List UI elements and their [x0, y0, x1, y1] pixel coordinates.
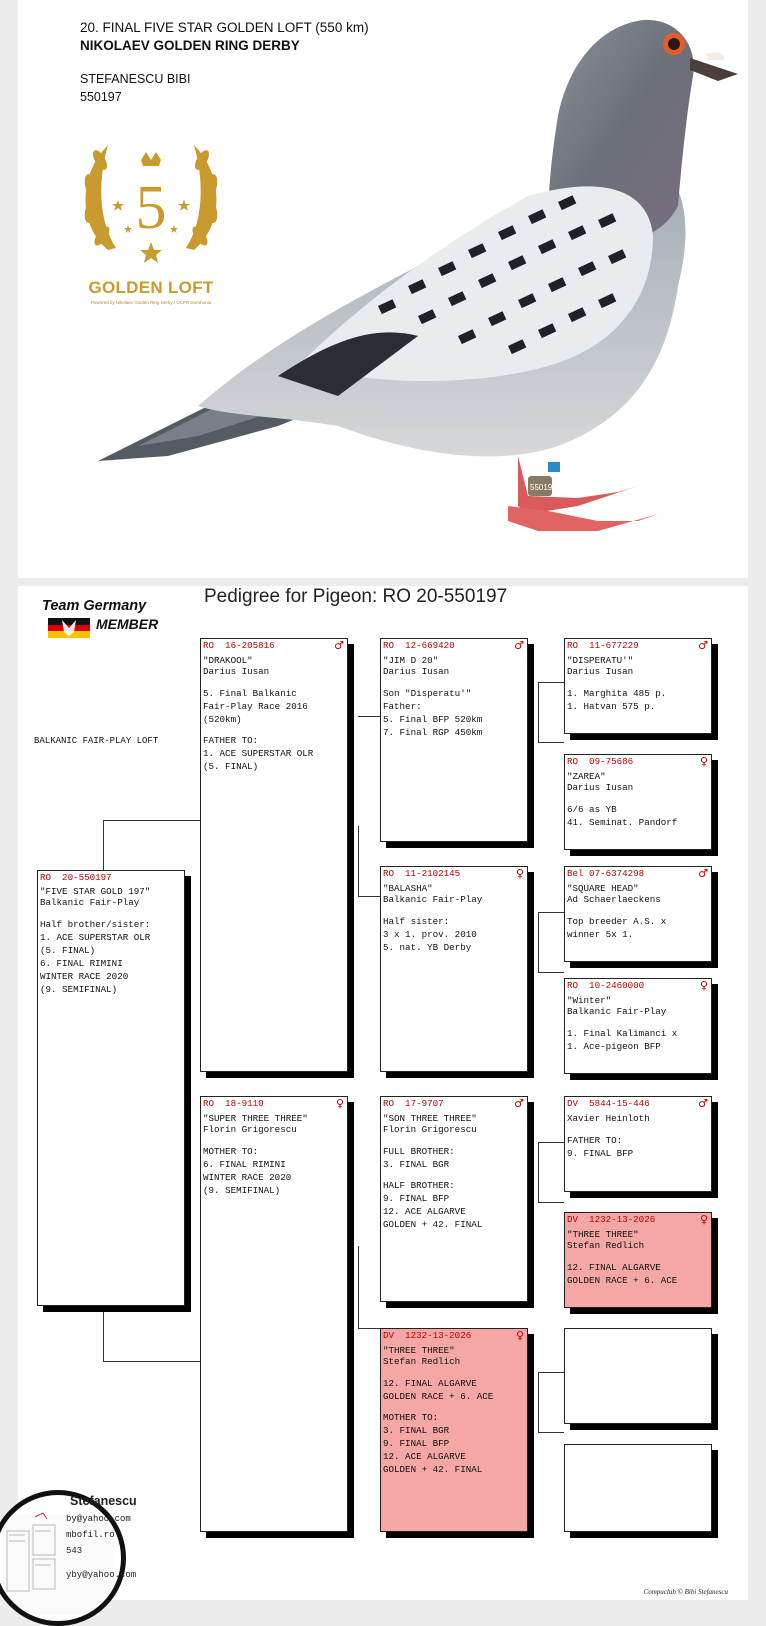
owner-name: Balkanic Fair-Play [567, 1006, 667, 1017]
pigeon-info: Top breeder A.S. x winner 5x 1. [567, 916, 667, 941]
ring-number: DV 1232-13-2026 [383, 1330, 472, 1341]
pigeon-info-2: FATHER TO: 1. ACE SUPERSTAR OLR (5. FINAL) [203, 735, 314, 773]
dam-sire-dam-box[interactable] [564, 1212, 712, 1308]
dam-dam-sire-box[interactable] [564, 1328, 712, 1424]
owner-name: Darius Iusan [567, 666, 634, 677]
logo-number: 5 [135, 174, 167, 242]
connector-line [538, 912, 564, 913]
pigeon-name: Xavier Heinloth [567, 1113, 650, 1124]
connector-line [538, 682, 539, 742]
member-label: MEMBER [96, 616, 159, 632]
male-icon: ♂ [334, 639, 344, 652]
owner-name: Darius Iusan [203, 666, 270, 677]
ring-number: RO 18-9110 [203, 1098, 264, 1109]
pigeon-info: Half brother/sister: 1. ACE SUPERSTAR OLR (5. FINAL) 6. FINAL RIMINI WINTER RACE 2020 (9. SEMIFINAL) [40, 919, 151, 996]
ring-number: DV 5844-15-446 [567, 1098, 650, 1109]
connector-line [538, 1432, 564, 1433]
connector-line [358, 716, 380, 717]
connector-line [358, 1246, 359, 1328]
logo-text: GOLDEN LOFT [88, 278, 214, 297]
ring-number: RO 16-205816 [203, 640, 275, 651]
sire-sire-sire-box[interactable] [564, 638, 712, 734]
pigeon-name: "Winter" [567, 995, 612, 1006]
owner-name: Darius Iusan [383, 666, 450, 677]
sire-dam-box[interactable] [380, 866, 528, 1072]
pigeon-info-2: HALF BROTHER: 9. FINAL BFP 12. ACE ALGARVE GOLDEN + 42. FINAL [383, 1180, 483, 1231]
dam-sire-box[interactable] [380, 1096, 528, 1302]
ring-number: Bel 07-6374298 [567, 868, 645, 879]
sire-box[interactable] [200, 638, 348, 1072]
dam-dam-box[interactable] [380, 1328, 528, 1532]
pigeon-info: Son "Disperatu'" Father: 5. Final BFP 520km 7. Final RGP 450km [383, 688, 483, 739]
pigeon-info: 1. Marghita 485 p. 1. Hatvan 575 p. [567, 688, 667, 713]
leg-ring-tag: 550197 [530, 483, 557, 492]
pigeon-info: Half sister: 3 x 1. prov. 2010 5. nat. YB Derby [383, 916, 477, 954]
ring-number: RO 09-75686 [567, 756, 634, 767]
pigeon-name: "THREE THREE" [383, 1345, 455, 1356]
subject-pigeon-box[interactable] [37, 870, 185, 1306]
connector-line [103, 820, 104, 872]
dam-box[interactable] [200, 1096, 348, 1532]
pigeon-info: 6/6 as YB 41. Seminat. Pandorf [567, 804, 678, 829]
compuclub-footer: Compuclub © Bibi Stefanescu [643, 1588, 728, 1596]
connector-line [538, 1372, 539, 1432]
connector-line [538, 1372, 564, 1373]
pigeon-name: "ZAREA" [567, 771, 606, 782]
connector-line [103, 1306, 104, 1361]
ring-number: 550197 [80, 90, 122, 104]
male-icon: ♂ [698, 1097, 708, 1110]
ring-number: RO 12-669420 [383, 640, 455, 651]
female-icon: ♀ [699, 1213, 708, 1226]
owner-name: Florin Grigorescu [203, 1124, 297, 1135]
owner-name: Stefan Redlich [567, 1240, 645, 1251]
owner-name: Balkanic Fair-Play [40, 897, 140, 908]
pigeon-name: "JIM D 20" [383, 655, 439, 666]
male-icon: ♂ [514, 1097, 524, 1110]
connector-line [538, 682, 564, 683]
pigeon-info: 1. Final Kalimanci x 1. Ace-pigeon BFP [567, 1028, 678, 1053]
pigeon-name: "FIVE STAR GOLD 197" [40, 886, 151, 897]
connector-line [103, 820, 203, 821]
female-icon: ♀ [335, 1097, 344, 1110]
ring-number: RO 17-9707 [383, 1098, 444, 1109]
connector-line [538, 972, 564, 973]
contact-thumbnail[interactable] [0, 1490, 126, 1626]
connector-line [103, 1361, 203, 1362]
loft-name: BALKANIC FAIR-PLAY LOFT [34, 736, 159, 746]
female-icon: ♀ [699, 755, 708, 768]
sire-sire-dam-box[interactable] [564, 754, 712, 850]
team-germany-label: Team Germany [42, 598, 147, 614]
contact-name: Stefanescu [70, 1494, 137, 1508]
pigeon-info-2: MOTHER TO: 3. FINAL BGR 9. FINAL BFP 12. ACE ALGARVE GOLDEN + 42. FINAL [383, 1412, 483, 1476]
connector-line [358, 826, 359, 896]
connector-line [538, 742, 564, 743]
germany-flag-icon [48, 618, 90, 638]
connector-line [538, 1142, 539, 1202]
ring-number: RO 20-550197 [40, 872, 112, 883]
female-icon: ♀ [515, 1329, 524, 1342]
connector-line [538, 1142, 564, 1143]
pigeon-info: 5. Final Balkanic Fair-Play Race 2016 (520km) [203, 688, 308, 726]
male-icon: ♂ [698, 867, 708, 880]
pedigree-title: Pedigree for Pigeon: RO 20-550197 [204, 586, 508, 607]
connector-line [358, 896, 380, 897]
sire-sire-box[interactable] [380, 638, 528, 842]
ring-number: RO 11-2102145 [383, 868, 461, 879]
contact-email-2[interactable]: yby@yahoo.com [66, 1570, 137, 1580]
contact-website[interactable]: mbofil.ro [66, 1530, 115, 1540]
pigeon-name: "DRAKOOL" [203, 655, 253, 666]
owner-name: STEFANESCU BIBI [80, 72, 191, 86]
ring-number: RO 10-2460000 [567, 980, 645, 991]
owner-name: Florin Grigorescu [383, 1124, 477, 1135]
ring-number: DV 1232-13-2026 [567, 1214, 656, 1225]
owner-name: Balkanic Fair-Play [383, 894, 483, 905]
logo-subtext: Powered by Nikolaev Golden Ring Derby / UCPR Dorohonia [90, 300, 212, 305]
race-title: 20. FINAL FIVE STAR GOLDEN LOFT (550 km) [80, 20, 369, 35]
pigeon-info: FATHER TO: 9. FINAL BFP [567, 1135, 634, 1160]
golden-loft-logo [68, 130, 234, 316]
owner-name: Ad Schaerlaeckens [567, 894, 661, 905]
sire-dam-dam-box[interactable] [564, 978, 712, 1074]
pigeon-name: "DISPERATU'" [567, 655, 634, 666]
derby-name: NIKOLAEV GOLDEN RING DERBY [80, 38, 300, 53]
ring-number: RO 11-677229 [567, 640, 639, 651]
connector-line [538, 912, 539, 972]
pigeon-info: 12. FINAL ALGARVE GOLDEN RACE + 6. ACE [383, 1378, 494, 1403]
pigeon-name: "BALASHA" [383, 883, 433, 894]
contact-phone: 543 [66, 1546, 83, 1556]
male-icon: ♂ [514, 639, 524, 652]
pedigree-card [18, 586, 748, 1600]
female-icon: ♀ [515, 867, 524, 880]
pigeon-info: FULL BROTHER: 3. FINAL BGR [383, 1146, 455, 1171]
contact-email[interactable]: by@yahoo.com [66, 1514, 131, 1524]
top-card [18, 0, 748, 578]
pigeon-name: "SQUARE HEAD" [567, 883, 639, 894]
pigeon-name: "THREE THREE" [567, 1229, 639, 1240]
owner-name: Darius Iusan [567, 782, 634, 793]
dam-sire-sire-box[interactable] [564, 1096, 712, 1192]
pigeon-info: 12. FINAL ALGARVE GOLDEN RACE + 6. ACE [567, 1262, 678, 1287]
owner-name: Stefan Redlich [383, 1356, 461, 1367]
male-icon: ♂ [698, 639, 708, 652]
sire-dam-sire-box[interactable] [564, 866, 712, 962]
pigeon-name: "SUPER THREE THREE" [203, 1113, 308, 1124]
dam-dam-dam-box[interactable] [564, 1444, 712, 1532]
connector-line [358, 1328, 380, 1329]
connector-line [538, 1202, 564, 1203]
pigeon-name: "SON THREE THREE" [383, 1113, 477, 1124]
female-icon: ♀ [699, 979, 708, 992]
pigeon-info: MOTHER TO: 6. FINAL RIMINI WINTER RACE 2020 (9. SEMIFINAL) [203, 1146, 292, 1197]
